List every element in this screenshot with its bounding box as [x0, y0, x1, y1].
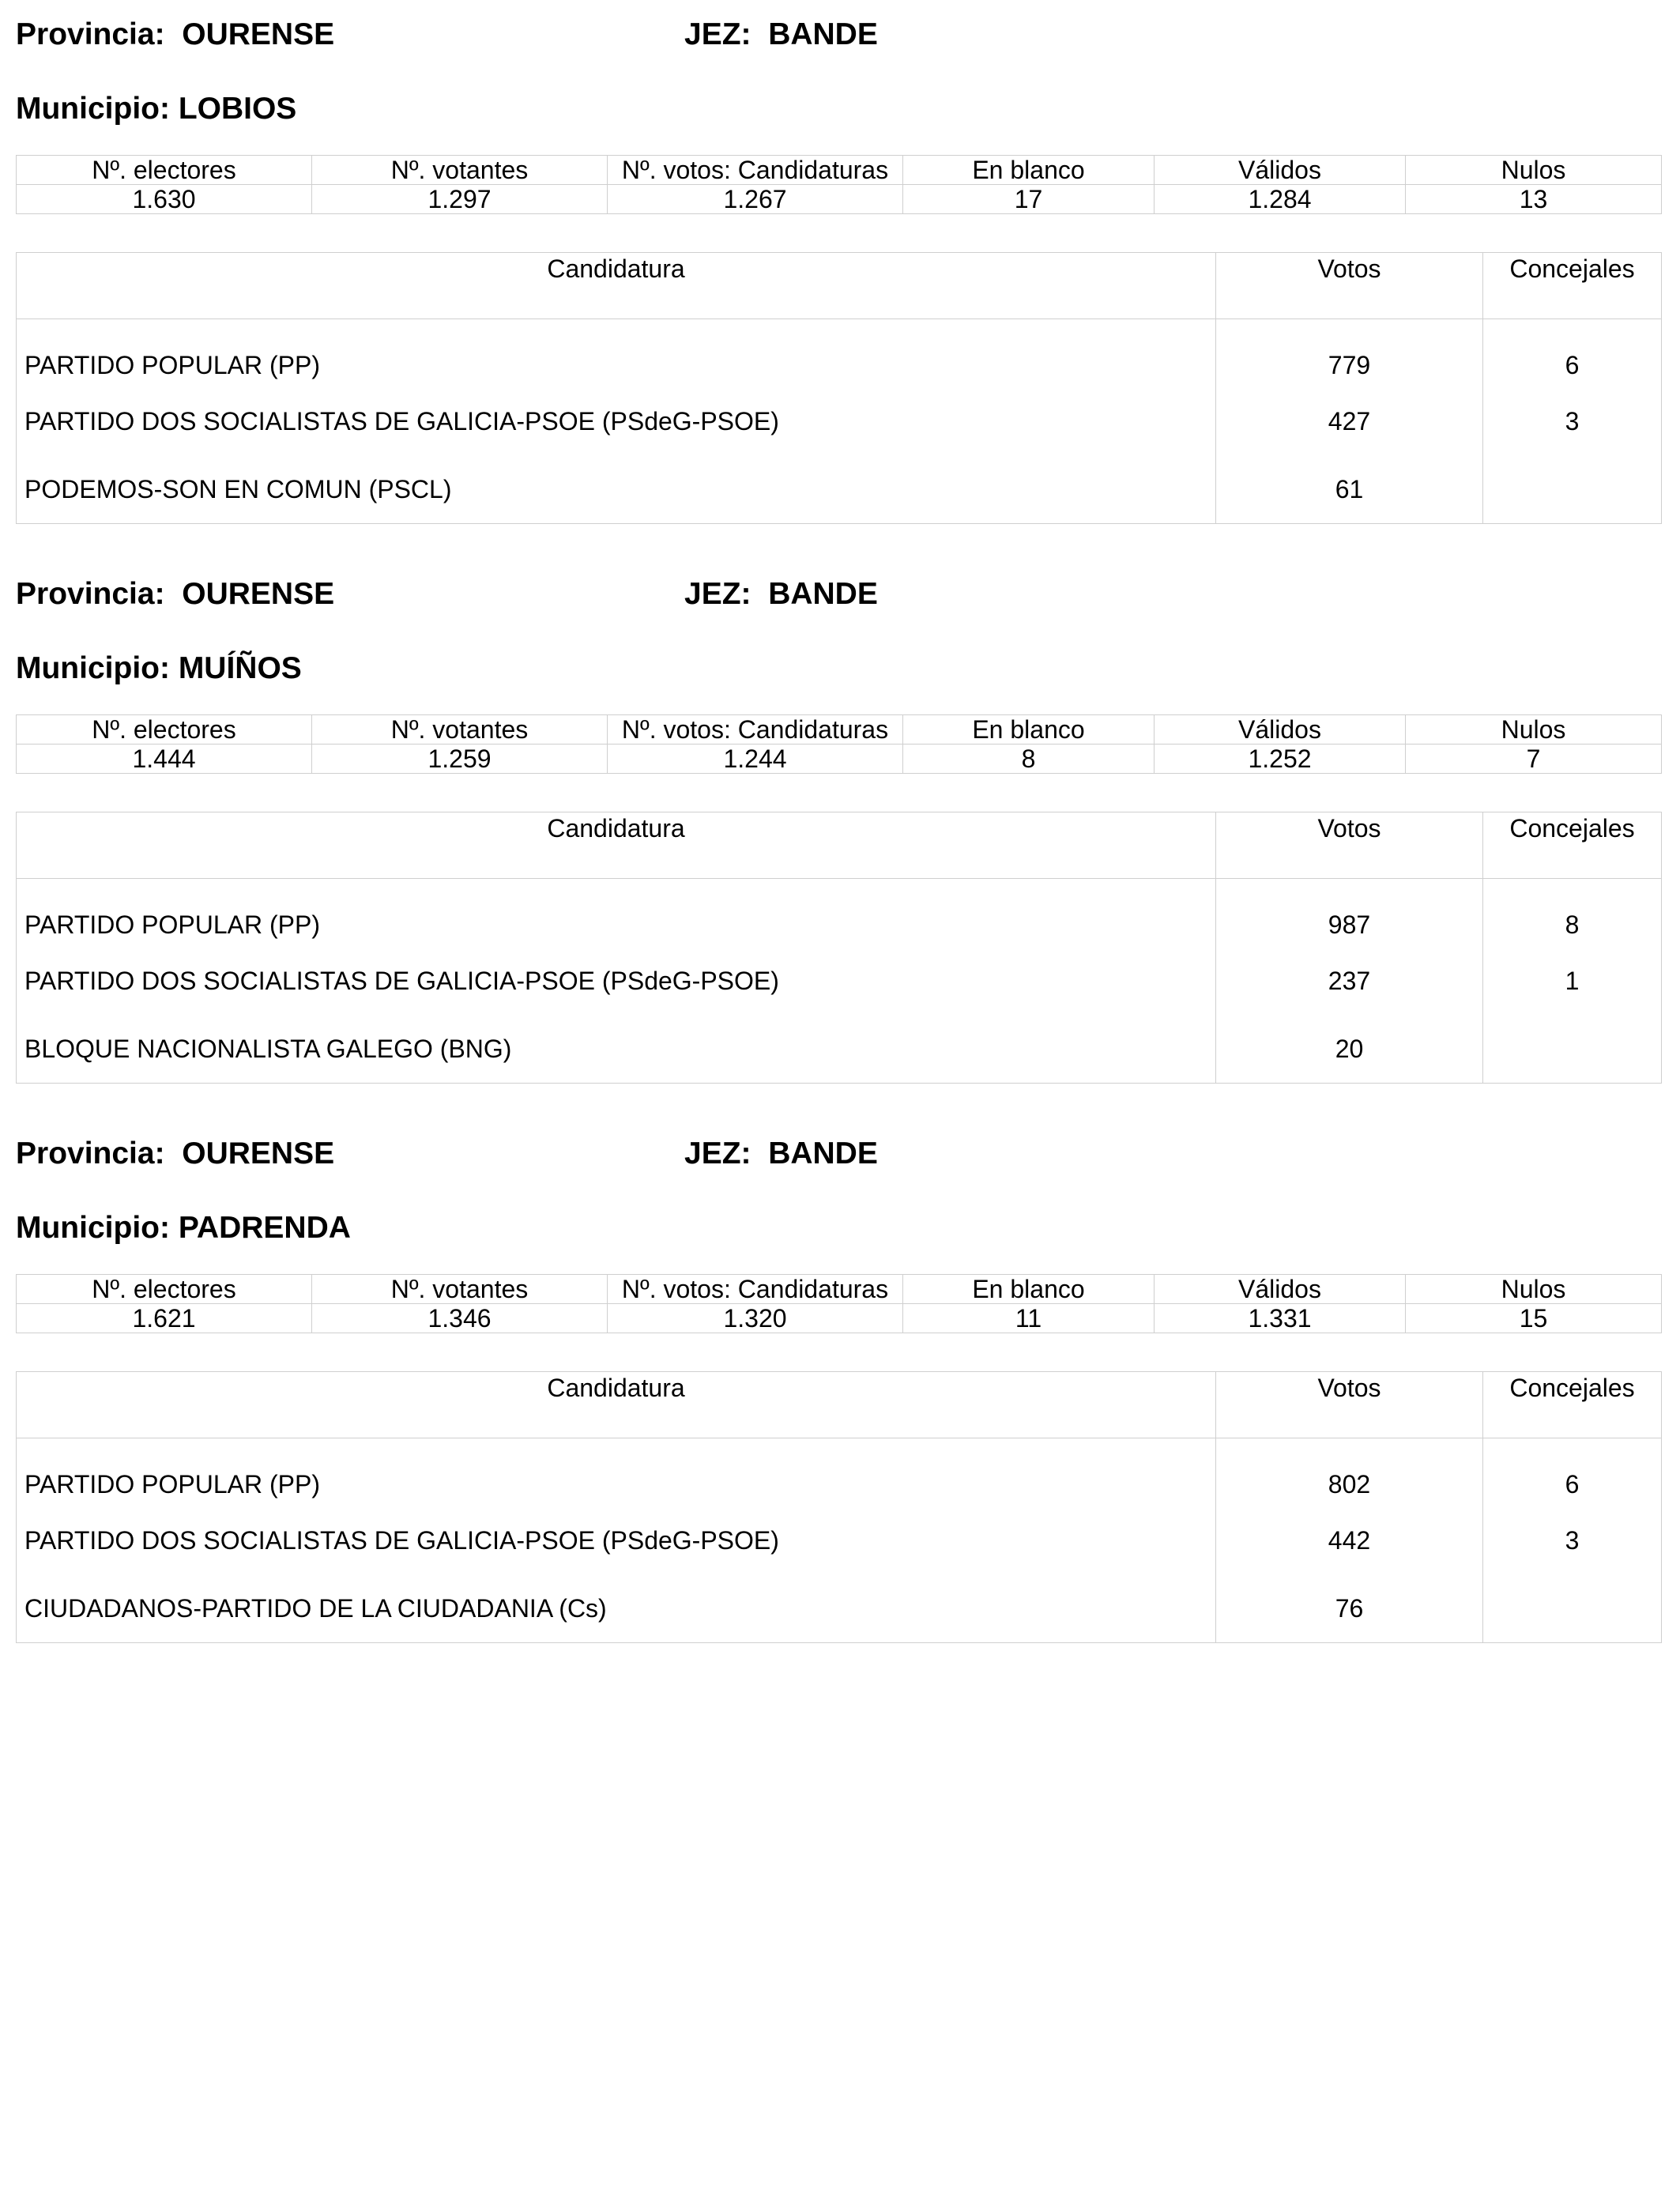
- stats-header: Nº. votantes: [312, 715, 608, 745]
- jez-label: JEZ:: [684, 1137, 769, 1171]
- votos-header: Votos: [1216, 253, 1483, 319]
- stats-value: 15: [1406, 1304, 1662, 1333]
- header-line: [16, 577, 1661, 624]
- concejales-value: [1483, 1015, 1662, 1084]
- provincia-value: OURENSE: [182, 17, 335, 51]
- provincia-heading: [16, 17, 334, 52]
- stats-header: Válidos: [1155, 1275, 1406, 1304]
- stats-header: Nulos: [1406, 156, 1662, 185]
- stats-header: Nº. votos: Candidaturas: [608, 715, 903, 745]
- stats-value: 1.444: [17, 745, 312, 774]
- stats-value: 1.297: [312, 185, 608, 214]
- stats-table: [16, 1274, 1662, 1333]
- municipio-label: Municipio:: [16, 651, 179, 685]
- candidatura-name: BLOQUE NACIONALISTA GALEGO (BNG): [17, 1015, 1216, 1084]
- stats-header: Válidos: [1155, 156, 1406, 185]
- concejales-value: 3: [1483, 1506, 1662, 1574]
- candidatura-name: PARTIDO POPULAR (PP): [17, 879, 1216, 948]
- stats-value: 7: [1406, 745, 1662, 774]
- stats-header: Nº. electores: [17, 715, 312, 745]
- jez-heading: [684, 17, 878, 52]
- votos-value: 987: [1216, 879, 1483, 948]
- candidatura-name: PARTIDO POPULAR (PP): [17, 1438, 1216, 1507]
- table-row: [17, 455, 1662, 524]
- stats-header: En blanco: [903, 1275, 1155, 1304]
- stats-value: 1.320: [608, 1304, 903, 1333]
- concejales-value: [1483, 455, 1662, 524]
- candidaturas-header-row: [17, 812, 1662, 879]
- votos-value: 802: [1216, 1438, 1483, 1507]
- stats-header-row: [17, 715, 1662, 745]
- stats-value: 1.331: [1155, 1304, 1406, 1333]
- stats-header: En blanco: [903, 715, 1155, 745]
- provincia-label: Provincia:: [16, 577, 183, 611]
- table-row: [17, 1438, 1662, 1507]
- stats-table: [16, 714, 1662, 774]
- table-row: [17, 947, 1662, 1015]
- candidatura-name: CIUDADANOS-PARTIDO DE LA CIUDADANIA (Cs): [17, 1574, 1216, 1643]
- header-line: [16, 1137, 1661, 1184]
- stats-value: 1.259: [312, 745, 608, 774]
- candidaturas-table: [16, 812, 1662, 1084]
- jez-heading: [684, 577, 878, 612]
- votos-value: 237: [1216, 947, 1483, 1015]
- results-block-padrenda: [16, 1137, 1661, 1643]
- votos-header: Votos: [1216, 1372, 1483, 1438]
- votos-value: 61: [1216, 455, 1483, 524]
- provincia-value: OURENSE: [182, 577, 335, 611]
- stats-header: Nº. electores: [17, 1275, 312, 1304]
- stats-header: Nº. electores: [17, 156, 312, 185]
- stats-header: Nulos: [1406, 1275, 1662, 1304]
- stats-value: 1.621: [17, 1304, 312, 1333]
- stats-header: En blanco: [903, 156, 1155, 185]
- candidatura-name: PARTIDO DOS SOCIALISTAS DE GALICIA-PSOE (PSdeG-PSOE): [17, 387, 1216, 455]
- concejales-value: [1483, 1574, 1662, 1643]
- votos-value: 427: [1216, 387, 1483, 455]
- provincia-heading: [16, 577, 334, 612]
- candidaturas-header-row: [17, 1372, 1662, 1438]
- concejales-header: Concejales: [1483, 812, 1662, 879]
- concejales-value: 6: [1483, 319, 1662, 388]
- candidatura-name: PODEMOS-SON EN COMUN (PSCL): [17, 455, 1216, 524]
- stats-value: 8: [903, 745, 1155, 774]
- jez-label: JEZ:: [684, 17, 769, 51]
- candidaturas-table: [16, 1371, 1662, 1643]
- stats-value: 1.267: [608, 185, 903, 214]
- stats-header-row: [17, 156, 1662, 185]
- candidatura-header: Candidatura: [17, 812, 1216, 879]
- jez-value: BANDE: [768, 17, 878, 51]
- candidaturas-header-row: [17, 253, 1662, 319]
- concejales-value: 3: [1483, 387, 1662, 455]
- municipio-heading: [16, 1211, 1661, 1258]
- candidatura-name: PARTIDO DOS SOCIALISTAS DE GALICIA-PSOE (PSdeG-PSOE): [17, 1506, 1216, 1574]
- municipio-value: LOBIOS: [178, 92, 297, 126]
- concejales-header: Concejales: [1483, 1372, 1662, 1438]
- table-row: [17, 387, 1662, 455]
- table-row: [17, 1015, 1662, 1084]
- stats-value: 1.630: [17, 185, 312, 214]
- header-line: [16, 17, 1661, 65]
- stats-header: Nº. votantes: [312, 1275, 608, 1304]
- stats-value: 1.252: [1155, 745, 1406, 774]
- stats-value: 1.284: [1155, 185, 1406, 214]
- table-row: [17, 1574, 1662, 1643]
- jez-value: BANDE: [768, 1137, 878, 1171]
- municipio-heading: [16, 92, 1661, 139]
- provincia-label: Provincia:: [16, 17, 183, 51]
- votos-header: Votos: [1216, 812, 1483, 879]
- stats-value-row: [17, 185, 1662, 214]
- concejales-value: 1: [1483, 947, 1662, 1015]
- municipio-label: Municipio:: [16, 92, 179, 126]
- jez-value: BANDE: [768, 577, 878, 611]
- stats-header: Nº. votantes: [312, 156, 608, 185]
- stats-value: 1.346: [312, 1304, 608, 1333]
- provincia-value: OURENSE: [182, 1137, 335, 1171]
- concejales-header: Concejales: [1483, 253, 1662, 319]
- stats-value: 1.244: [608, 745, 903, 774]
- stats-header-row: [17, 1275, 1662, 1304]
- table-row: [17, 1506, 1662, 1574]
- candidatura-header: Candidatura: [17, 1372, 1216, 1438]
- table-row: [17, 319, 1662, 388]
- stats-value: 17: [903, 185, 1155, 214]
- votos-value: 442: [1216, 1506, 1483, 1574]
- votos-value: 76: [1216, 1574, 1483, 1643]
- stats-value: 11: [903, 1304, 1155, 1333]
- stats-header: Válidos: [1155, 715, 1406, 745]
- stats-value-row: [17, 1304, 1662, 1333]
- municipio-heading: [16, 651, 1661, 699]
- municipio-value: MUÍÑOS: [178, 651, 302, 685]
- stats-value-row: [17, 745, 1662, 774]
- stats-header: Nulos: [1406, 715, 1662, 745]
- stats-header: Nº. votos: Candidaturas: [608, 156, 903, 185]
- municipio-label: Municipio:: [16, 1211, 179, 1245]
- stats-value: 13: [1406, 185, 1662, 214]
- results-block-muinos: [16, 577, 1661, 1084]
- votos-value: 20: [1216, 1015, 1483, 1084]
- candidatura-name: PARTIDO POPULAR (PP): [17, 319, 1216, 388]
- candidatura-name: PARTIDO DOS SOCIALISTAS DE GALICIA-PSOE (PSdeG-PSOE): [17, 947, 1216, 1015]
- stats-header: Nº. votos: Candidaturas: [608, 1275, 903, 1304]
- concejales-value: 6: [1483, 1438, 1662, 1507]
- jez-label: JEZ:: [684, 577, 769, 611]
- provincia-heading: [16, 1137, 334, 1171]
- results-block-lobios: [16, 17, 1661, 524]
- jez-heading: [684, 1137, 878, 1171]
- table-row: [17, 879, 1662, 948]
- stats-table: [16, 155, 1662, 214]
- concejales-value: 8: [1483, 879, 1662, 948]
- municipio-value: PADRENDA: [178, 1211, 351, 1245]
- provincia-label: Provincia:: [16, 1137, 183, 1171]
- candidatura-header: Candidatura: [17, 253, 1216, 319]
- candidaturas-table: [16, 252, 1662, 524]
- votos-value: 779: [1216, 319, 1483, 388]
